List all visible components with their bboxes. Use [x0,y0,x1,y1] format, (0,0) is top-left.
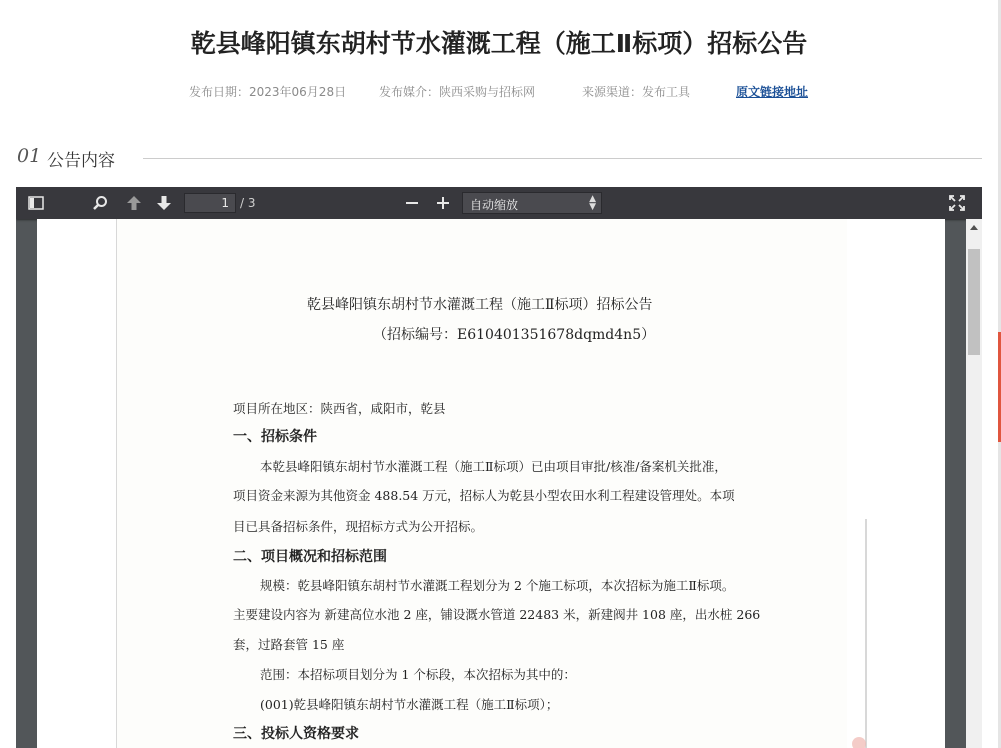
zoom-select-label: 自动缩放 [470,198,519,212]
fullscreen-icon[interactable] [945,192,969,214]
search-icon[interactable] [88,192,112,214]
doc-para1-line1: 本乾县峰阳镇东胡村节水灌溉工程（施工Ⅱ标项）已由项目审批/核准/备案机关批准， [260,459,727,474]
doc-title: 乾县峰阳镇东胡村节水灌溉工程（施工Ⅱ标项）招标公告 [307,297,653,313]
pdf-page-area[interactable] [16,219,966,748]
zoom-select[interactable] [462,192,602,214]
pdf-toolbar [16,187,982,219]
minus-icon[interactable] [400,192,424,214]
select-arrows-icon: ▲ ▼ [589,194,596,212]
section-header [17,145,982,169]
arrow-up-icon[interactable] [122,192,146,214]
scroll-up-icon[interactable] [970,225,978,230]
section-number: 01 [17,145,42,167]
original-link[interactable]: 原文链接地址 [736,85,809,99]
pdf-page [37,219,945,748]
publish-date: 发布日期：2023年06月28日 [189,85,347,99]
pdf-viewer [16,187,982,748]
doc-heading-3: 三、投标人资格要求 [233,726,359,742]
scanned-document [117,219,847,748]
doc-code: （招标编号：E610401351678dqmd4n5） [373,327,656,343]
source-channel: 来源渠道：发布工具 [582,85,691,99]
seal-mark [852,737,866,748]
page-total: / 3 [240,196,256,210]
notice-title: 乾县峰阳镇东胡村节水灌溉工程（施工Ⅱ标项）招标公告 [190,29,808,58]
pdf-scrollbar[interactable] [966,219,982,748]
sidebar-toggle-icon[interactable] [24,192,48,214]
scan-page-edge [865,519,867,748]
doc-para2-line1: 规模：乾县峰阳镇东胡村节水灌溉工程划分为 2 个施工标项，本次招标为施工Ⅱ标项。 [260,578,735,593]
doc-para2-line3: 套，过路套管 15 座 [233,637,345,652]
doc-para1-line2: 项目资金来源为其他资金 488.54 万元，招标人为乾县小型农田水利工程建设管理处。本项 [233,488,735,503]
doc-para1-line3: 目已具备招标条件，现招标方式为公开招标。 [233,519,484,534]
doc-para3: 范围：本招标项目划分为 1 个标段，本次招标为其中的： [260,667,576,682]
scrollbar-thumb[interactable] [968,249,980,355]
publish-media: 发布媒介：陕西采购与招标网 [379,85,536,99]
section-divider [143,158,982,159]
doc-para2-line2: 主要建设内容为 新建高位水池 2 座，铺设溉水管道 22483 米，新建阀井 108 座，出水桩 266 [233,607,761,622]
page-number-input[interactable] [184,193,236,213]
section-title: 公告内容 [47,151,115,171]
doc-heading-1: 一、招标条件 [233,429,317,445]
plus-icon[interactable] [431,192,455,214]
arrow-down-icon[interactable] [152,192,176,214]
doc-heading-2: 二、项目概况和招标范围 [233,549,387,565]
doc-region: 项目所在地区：陕西省，咸阳市，乾县 [233,401,446,416]
doc-para4: (001)乾县峰阳镇东胡村节水灌溉工程（施工Ⅱ标项）； [260,697,559,712]
